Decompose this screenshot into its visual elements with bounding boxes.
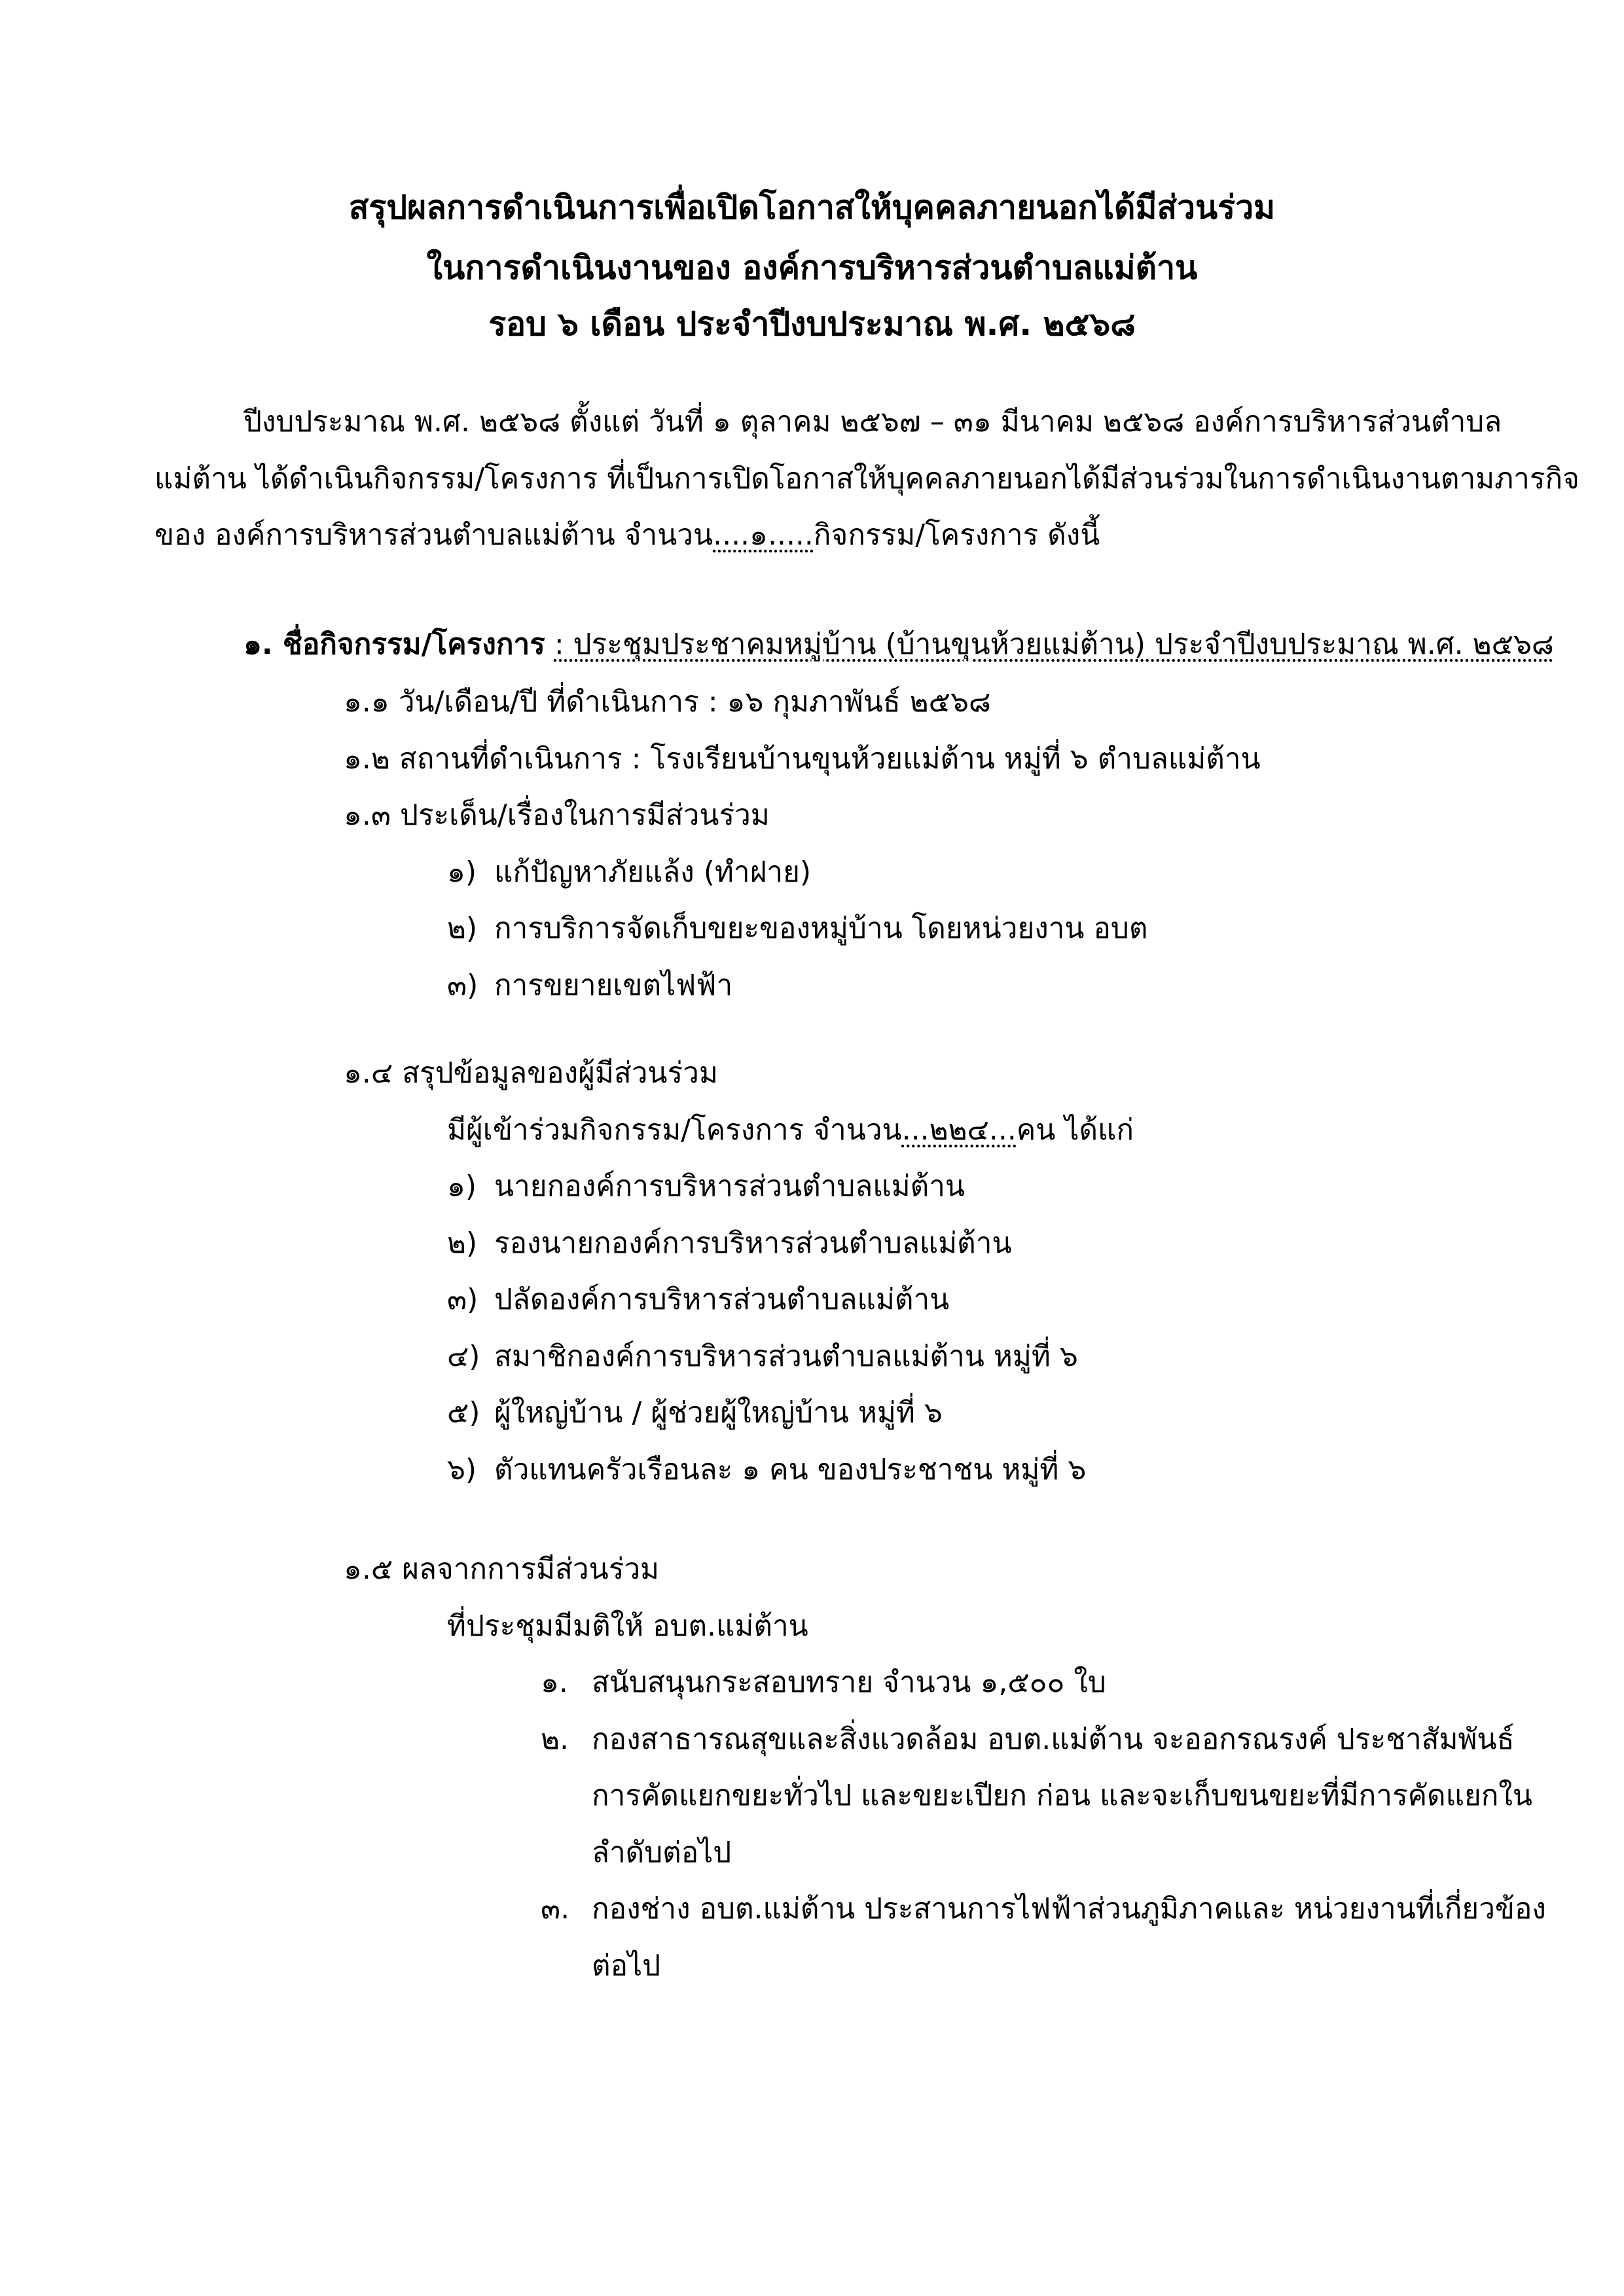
participant-item <box>447 1280 949 1319</box>
participant-number: ๑) <box>447 1170 477 1203</box>
participants-count-line <box>447 1111 1134 1150</box>
result-text: กองช่าง อบต.แม่ต้าน ประสานการไฟฟ้าส่วนภูมิภาคและ หน่วยงานที่เกี่ยวข้อง <box>592 1892 1546 1926</box>
participants-suffix: คน ได้แก่ <box>1016 1113 1134 1147</box>
result-text: ต่อไป <box>592 1949 661 1982</box>
participant-item <box>447 1224 1012 1263</box>
participants-prefix: มีผู้เข้าร่วมกิจกรรม/โครงการ จำนวน <box>447 1113 902 1147</box>
title-line-2: ในการดำเนินงานของ องค์การบริหารส่วนตำบลแม่ต้าน <box>426 249 1198 287</box>
participant-number: ๒) <box>447 1227 478 1260</box>
section-1-2-place: ๑.๒ สถานที่ดำเนินการ : โรงเรียนบ้านขุนห้วยแม่ต้าน หมู่ที่ ๖ ตำบลแม่ต้าน <box>344 742 1261 776</box>
issue-item <box>447 966 732 1005</box>
result-number: ๒. <box>541 1723 569 1756</box>
result-text: การคัดแยกขยะทั่วไป และขยะเปียก ก่อน และจะเก็บขนขยะที่มีการคัดแยกใน <box>592 1779 1532 1812</box>
result-number: ๑. <box>541 1666 568 1699</box>
section-1-project-name: : ประชุมประชาคมหมู่บ้าน (บ้านขุนห้วยแม่ต้าน) ประจำปีงบประมาณ พ.ศ. ๒๕๖๘ <box>554 628 1554 661</box>
participant-text: สมาชิกองค์การบริหารส่วนตำบลแม่ต้าน หมู่ที่ ๖ <box>494 1340 1078 1373</box>
section-1-3-heading: ๑.๓ ประเด็น/เรื่องในการมีส่วนร่วม <box>344 798 770 832</box>
title-line-1: สรุปผลการดำเนินการเพื่อเปิดโอกาสให้บุคคลภายนอกได้มีส่วนร่วม <box>348 188 1276 226</box>
results-intro: ที่ประชุมมีมติให้ อบต.แม่ต้าน <box>447 1609 808 1643</box>
intro-line-3-suffix: กิจกรรม/โครงการ ดังนี้ <box>813 518 1100 552</box>
issue-text: แก้ปัญหาภัยแล้ง (ทำฝาย) <box>494 855 812 889</box>
participant-text: นายกองค์การบริหารส่วนตำบลแม่ต้าน <box>494 1170 965 1203</box>
participant-text: ปลัดองค์การบริหารส่วนตำบลแม่ต้าน <box>494 1283 950 1316</box>
issue-item <box>447 853 811 892</box>
issue-number: ๑) <box>447 855 477 889</box>
participant-text: ผู้ใหญ่บ้าน / ผู้ช่วยผู้ใหญ่บ้าน หมู่ที่ ๖ <box>494 1396 943 1429</box>
intro-line-1: ปีงบประมาณ พ.ศ. ๒๕๖๘ ตั้งแต่ วันที่ ๑ ตุลาคม ๒๕๖๗ – ๓๑ มีนาคม ๒๕๖๘ องค์การบริหารส่วนตำบล <box>244 405 1502 439</box>
result-text: กองสาธารณสุขและสิ่งแวดล้อม อบต.แม่ต้าน จะออกรณรงค์ ประชาสัมพันธ์ <box>592 1723 1515 1756</box>
intro-line-2: แม่ต้าน ได้ดำเนินกิจกรรม/โครงการ ที่เป็นการเปิดโอกาสให้บุคคลภายนอกได้มีส่วนร่วมในการดำเนินงานตามภารกิจ <box>154 462 1579 495</box>
result-text: ลำดับต่อไป <box>592 1836 732 1869</box>
activity-count: ....๑..... <box>713 518 814 552</box>
participant-text: รองนายกองค์การบริหารส่วนตำบลแม่ต้าน <box>494 1227 1012 1260</box>
issue-number: ๒) <box>447 912 478 945</box>
section-1-label: ๑. ชื่อกิจกรรม/โครงการ <box>244 628 545 661</box>
result-text: สนับสนุนกระสอบทราย จำนวน ๑,๕๐๐ ใบ <box>592 1666 1106 1699</box>
section-1-4-heading: ๑.๔ สรุปข้อมูลของผู้มีส่วนร่วม <box>344 1056 718 1090</box>
issue-item <box>447 909 1147 948</box>
participants-count: ...๒๒๔... <box>901 1113 1017 1147</box>
participant-number: ๔) <box>447 1340 480 1373</box>
section-1-1-date: ๑.๑ วัน/เดือน/ปี ที่ดำเนินการ : ๑๖ กุมภาพันธ์ ๒๕๖๘ <box>344 685 991 719</box>
participant-number: ๓) <box>447 1283 478 1316</box>
section-1-5-heading: ๑.๕ ผลจากการมีส่วนร่วม <box>344 1552 660 1586</box>
participant-number: ๕) <box>447 1396 480 1429</box>
participant-number: ๖) <box>447 1453 477 1486</box>
title-line-3: รอบ ๖ เดือน ประจำปีงบประมาณ พ.ศ. ๒๕๖๘ <box>488 305 1136 343</box>
issue-number: ๓) <box>447 969 478 1002</box>
participant-item <box>447 1337 1078 1376</box>
participant-item <box>447 1167 965 1206</box>
participant-item <box>447 1450 1086 1490</box>
section-1-heading <box>244 625 1554 664</box>
participant-item <box>447 1393 943 1433</box>
issue-text: การบริการจัดเก็บขยะของหมู่บ้าน โดยหน่วยงาน อบต <box>494 912 1148 945</box>
intro-line-3-prefix: ของ องค์การบริหารส่วนตำบลแม่ต้าน จำนวน <box>154 518 713 552</box>
result-number: ๓. <box>541 1892 570 1926</box>
issue-text: การขยายเขตไฟฟ้า <box>494 969 733 1002</box>
intro-line-3 <box>154 516 1100 555</box>
participant-text: ตัวแทนครัวเรือนละ ๑ คน ของประชาชน หมู่ที่ ๖ <box>494 1453 1087 1486</box>
